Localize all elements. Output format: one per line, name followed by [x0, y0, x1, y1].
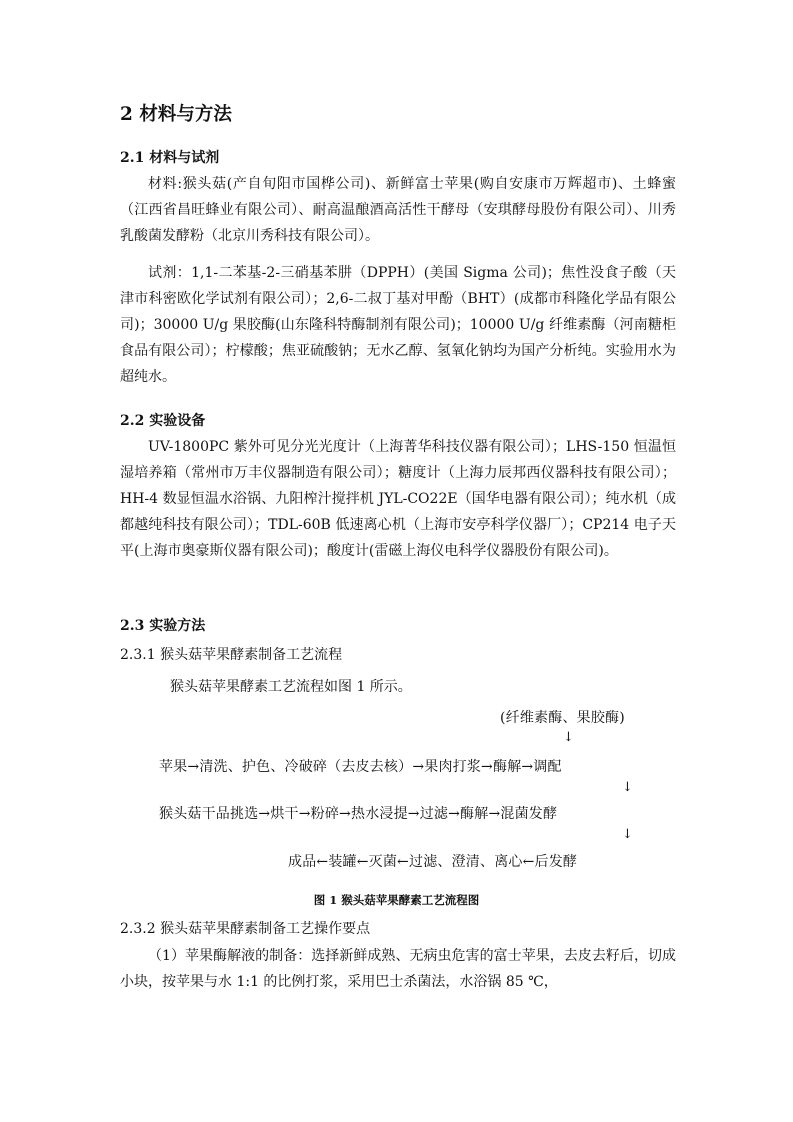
- flow-down-arrow: ↓: [563, 730, 574, 745]
- materials-paragraph: 材料:猴头菇(产自旬阳市国桦公司)、新鲜富士苹果(购自安康市万辉超市)、土蜂蜜（江西省昌旺蜂业有限公司）、耐高温酿酒高活性干酵母（安琪酵母股份有限公司）、川秀乳酸菌发酵粉（北京川秀科技有限公司）。: [120, 176, 676, 244]
- subsection-heading-equipment: 2.2 实验设备: [120, 413, 206, 429]
- section-heading: 2 材料与方法: [120, 104, 232, 125]
- flow-enzymes-label: (纤维素酶、果胶酶): [500, 710, 625, 726]
- operation-paragraph: （1）苹果酶解液的制备：选择新鲜成熟、无病虫危害的富士苹果，去皮去籽后，切成小块，按苹果与水 1:1 的比例打浆，采用巴士杀菌法，水浴锅 85 ℃，: [120, 948, 676, 990]
- flow-down-arrow: ↓: [622, 780, 633, 795]
- figure-caption: 图 1 猴头菇苹果酵素工艺流程图: [313, 893, 480, 907]
- reagents-paragraph: 试剂：1,1-二苯基-2-三硝基苯肼（DPPH）(美国 Sigma 公司)；焦性没食子酸（天津市科密欧化学试剂有限公司）；2,6-二叔丁基对甲酚（BHT）(成都市科隆化学品有限公司)；30000 U/g 果胶酶(山东隆科特酶制剂有限公司)；10000 U/g 纤维素酶（河南糖柜食品有限公司）；柠檬酸；焦亚硫酸钠；无水乙醇、氢氧化钠均为国产分析纯。实验用水为超纯水。: [120, 265, 676, 385]
- subsection-heading-methods: 2.3 实验方法: [120, 618, 206, 634]
- equipment-paragraph: UV-1800PC 紫外可见分光光度计（上海菁华科技仪器有限公司）；LHS-150 恒温恒湿培养箱（常州市万丰仪器制造有限公司）；糖度计（上海力辰邦西仪器科技有限公司）；HH-4 数显恒温水浴锅、九阳榨汁搅拌机 JYL-CO22E（国华电器有限公司）；纯水机（成都越纯科技有限公司）；TDL-60B 低速离心机（上海市安亭科学仪器厂）；CP214 电子天平(上海市奥豪斯仪器有限公司)；酸度计(雷磁上海仪电科学仪器股份有限公司)。: [120, 439, 676, 559]
- flow-row-mushroom: 猴头菇干品挑选→烘干→粉碎→热水浸提→过滤→酶解→混菌发酵: [159, 806, 558, 822]
- process-flow-intro: 猴头菇苹果酵素工艺流程如图 1 所示。: [170, 679, 412, 695]
- sub-heading-process-flow: 2.3.1 猴头菇苹果酵素制备工艺流程: [120, 647, 343, 663]
- flow-down-arrow: ↓: [622, 827, 633, 842]
- flow-row-apple: 苹果→清洗、护色、冷破碎（去皮去核）→果肉打浆→酶解→调配: [159, 759, 562, 775]
- flow-row-product: 成品←装罐←灭菌←过滤、澄清、离心←后发酵: [288, 854, 578, 870]
- subsection-heading-materials: 2.1 材料与试剂: [120, 150, 220, 166]
- sub-heading-operation-points: 2.3.2 猴头菇苹果酵素制备工艺操作要点: [120, 921, 371, 937]
